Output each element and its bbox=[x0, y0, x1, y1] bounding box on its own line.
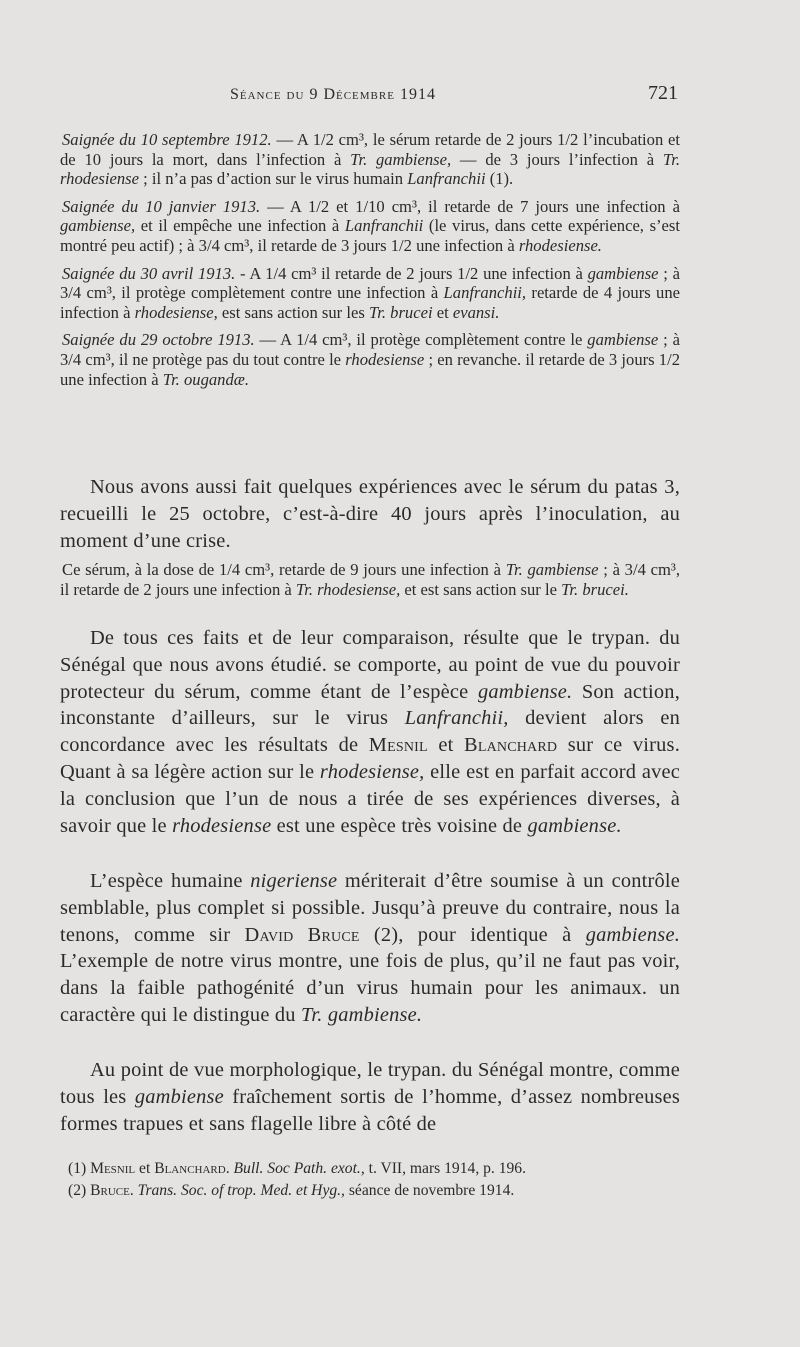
paragraph-patas-serum: Nous avons aussi fait quelques expériences avec le sérum du patas 3, recueilli le 25 octobre, c’est-à-dire 40 jours après l’inoculation, au moment d’une crise. bbox=[60, 476, 680, 552]
bleed-date: Saignée du 10 janvier 1913. bbox=[62, 196, 261, 216]
page-number: 721 bbox=[648, 82, 678, 104]
running-head: Séance du 9 Décembre 1914 bbox=[230, 86, 436, 103]
footnotes bbox=[60, 1158, 680, 1202]
author-name: Blanchard bbox=[464, 734, 558, 757]
author-name: David Bruce bbox=[244, 923, 360, 946]
bleed-date: Saignée du 29 octobre 1913. bbox=[62, 330, 255, 350]
footnote-2: (2) Bruce. Trans. Soc. of trop. Med. et Hyg., séance de novembre 1914. bbox=[68, 1182, 515, 1199]
paragraph-jan-1913: Saignée du 10 janvier 1913. — A 1/2 et 1/10 cm³, il retarde de 7 jours une infection à gambiense, et il empêche une infection à Lanfranchii (le virus, dans cette expérience, s’est montré peu actif) ; à 3/4 cm³, il retarde de 3 jours 1/2 une infection à rhodesiense. bbox=[60, 196, 680, 255]
paragraph-nigeriense: L’espèce humaine nigeriense mériterait d’être soumise à un contrôle semblable, plus complet si possible. Jusqu’à preuve du contraire, nous la tenons, comme sir David Bruce (2), pour identique à gambiense. L’exemple de notre virus montre, une fois de plus, qu’il ne faut pas voir, dans la faible pathogénité d’un virus humain pour les animaux. un caractère qui le distingue du Tr. gambiense. bbox=[60, 870, 680, 1026]
footnote-1: (1) Mesnil et Blanchard. Bull. Soc Path. exot., t. VII, mars 1914, p. 196. bbox=[68, 1160, 527, 1177]
author-name: Mesnil bbox=[368, 734, 428, 757]
bleed-date: Saignée du 10 septembre 1912. bbox=[62, 130, 272, 149]
bleed-date: Saignée du 30 avril 1913. bbox=[62, 263, 236, 283]
paragraph-conclusion: De tous ces faits et de leur comparaison, résulte que le trypan. du Sénégal que nous avons étudié. se comporte, au point de vue du pouvoir protecteur du sérum, comme étant de l’espèce gambiense. Son action, inconstante d’ailleurs, sur le virus Lanfranchii, devient alors en concordance avec les résultats de Mesnil et Blanchard sur ce virus. Quant à sa légère action sur le rhodesiense, elle est en parfait accord avec la conclusion que l’un de nous a tirée de ses expériences diverses, à savoir que le rhodesiense est une espèce très voisine de gambiense. bbox=[60, 627, 680, 837]
paragraph-serum-dose: Ce sérum, à la dose de 1/4 cm³, retarde de 9 jours une infection à Tr. gambiense ; à 3/4 cm³, il retarde de 2 jours une infection à Tr. rhodesiense, et est sans action sur le Tr. brucei. bbox=[60, 560, 681, 599]
paragraph-apr-1913: Saignée du 30 avril 1913. - A 1/4 cm³ il retarde de 2 jours 1/2 une infection à gambiense ; à 3/4 cm³, il protège complètement contre une infection à Lanfranchii, retarde de 4 jours une infection à rhodesiense, est sans action sur les Tr. brucei et evansi. bbox=[60, 263, 681, 322]
paragraph-oct-1913: Saignée du 29 octobre 1913. — A 1/4 cm³, il protège complètement contre le gambiense ; à 3/4 cm³, il ne protège pas du tout contre le rhodesiense ; en revanche. il retarde de 3 jours 1/2 une infection à Tr. ougandæ. bbox=[60, 330, 681, 389]
paragraph-morphology: Au point de vue morphologique, le trypan. du Sénégal montre, comme tous les gambiense fraîchement sortis de l’homme, d’assez nombreuses formes trapues et sans flagelle libre à côté de bbox=[60, 1059, 681, 1135]
paragraph-sept-1912: Saignée du 10 septembre 1912. — A 1/2 cm³, le sérum retarde de 2 jours 1/2 l’incubation et de 10 jours la mort, dans l’infection à Tr. gambiense, — de 3 jours l’infection à Tr. rhodesiense ; il n’a pas d’action sur le virus humain Lanfranchii (1). bbox=[60, 130, 680, 189]
page-header bbox=[60, 82, 680, 116]
serum-experiments bbox=[60, 130, 680, 397]
